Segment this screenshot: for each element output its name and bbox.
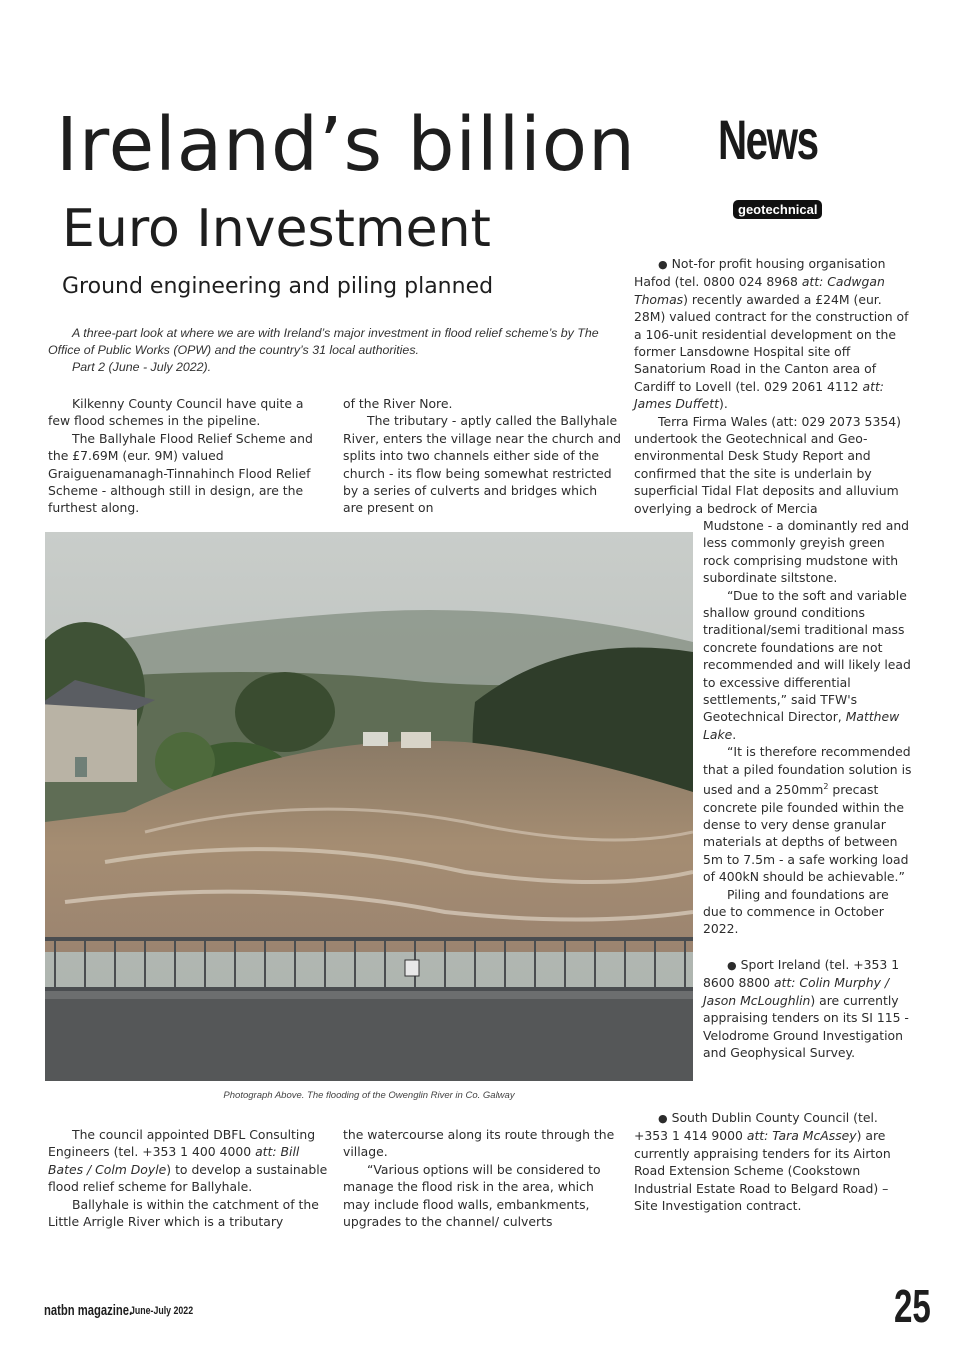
column-2-top	[343, 395, 621, 517]
news-item-sport-ireland: ● Sport Ireland (tel. +353 1 8600 8800 att: Colin Murphy / Jason McLoughlin) are currently appraising tenders on its SI 115 - Velodrome Ground Investigation and Geophysical Survey.	[703, 956, 915, 1061]
page-number: 25	[894, 1280, 931, 1332]
intro-standfirst	[48, 325, 618, 376]
intro-text: A three-part look at where we are with Ireland’s major investment in flood relief scheme’s by The Office of Public Works (OPW) and the country’s 31 local authorities.	[48, 326, 599, 357]
headline-line-1: Ireland’s billion	[56, 102, 636, 188]
paragraph: The Ballyhale Flood Relief Scheme and the £7.69M (eur. 9M) valued Graiguenamanagh-Tinnahinch Flood Relief Scheme - although still in design, are the furthest along.	[48, 430, 313, 516]
column-1-top	[48, 395, 318, 517]
flood-photo	[45, 532, 693, 1081]
column-3-bottom	[634, 1109, 914, 1214]
footer-issue-date: June-July 2022	[130, 1305, 194, 1317]
paragraph: The tributary - aptly called the Ballyhale River, enters the village near the church and splits into two channels either side of the church - its flow being somewhat restricted by a series of culverts and bridges which are present on	[343, 413, 622, 516]
paragraph: The council appointed DBFL Consulting Engineers (tel. +353 1 400 4000 att: Bill Bates / Colm Doyle) to develop a sustainable flood relief scheme for Ballyhale.	[48, 1127, 328, 1195]
headline-line-2: Euro Investment	[62, 199, 491, 259]
photo-caption: Photograph Above. The flooding of the Owenglin River in Co. Galway	[223, 1090, 515, 1101]
paragraph: Piling and foundations are due to commence in October 2022.	[703, 886, 889, 937]
column-1-bottom	[48, 1126, 330, 1230]
section-label: News	[718, 108, 818, 171]
category-badge: geotechnical	[733, 200, 822, 219]
paragraph: the watercourse along its route through the village.	[343, 1127, 615, 1160]
footer-magazine-name: natbn magazine.	[44, 1302, 133, 1319]
quote-paragraph: “Due to the soft and variable shallow ground conditions traditional/semi traditional mass concrete foundations are not recommended and will likely lead to excessive differential settlements,” said TFW's Geotechnical Director, Matthew Lake.	[703, 587, 911, 742]
column-3-top	[634, 255, 914, 517]
paragraph: Mudstone - a dominantly red and less commonly greyish green rock comprising mudstone with subordinate siltstone.	[703, 518, 910, 586]
column-3-narrow	[703, 517, 915, 1061]
paragraph: Terra Firma Wales (att: 029 2073 5354) undertook the Geotechnical and Geo-environmental Desk Study Report and confirmed that the site is underlain by superficial Tidal Flat deposits and alluvium overlying a bedrock of Mercia	[634, 413, 901, 516]
column-2-bottom	[343, 1126, 621, 1230]
news-item-hafod: ● Not-for profit housing organisation Hafod (tel. 0800 024 8968 att: Cadwgan Thomas) recently awarded a £24M (eur. 28M) valued contract for the construction of a 106-unit residential development on the former Lansdowne Hospital site off Sanatorium Road in the Canton area of Cardiff to Lovell (tel. 029 2061 4112 att: James Duffett).	[634, 255, 914, 413]
quote-paragraph: “It is therefore recommended that a piled foundation solution is used and a $250mm^2$ precast concrete pile founded within the dense to very dense granular materials at depths of between 5m to 7.5m - a safe working load of 400kN should be achievable.”	[703, 744, 912, 885]
intro-part: Part 2 (June - July 2022).	[72, 360, 212, 374]
paragraph: Ballyhale is within the catchment of the Little Arrigle River which is a tributary	[48, 1196, 319, 1230]
news-item-south-dublin: ● South Dublin County Council (tel. +353 1 414 9000 att: Tara McAssey) are currently appraising tenders for its Airton Road Extension Scheme (Cookstown Industrial Estate Road to Belgard Road) – Site Investigation contract.	[634, 1109, 914, 1214]
paragraph: of the River Nore.	[343, 396, 453, 411]
subheadline: Ground engineering and piling planned	[62, 274, 494, 299]
paragraph: Kilkenny County Council have quite a few flood schemes in the pipeline.	[48, 396, 304, 429]
flood-photo-illustration	[45, 532, 693, 1081]
paragraph: “Various options will be considered to manage the flood risk in the area, which may include flood walls, embankments, upgrades to the channel/ culverts	[343, 1161, 601, 1230]
